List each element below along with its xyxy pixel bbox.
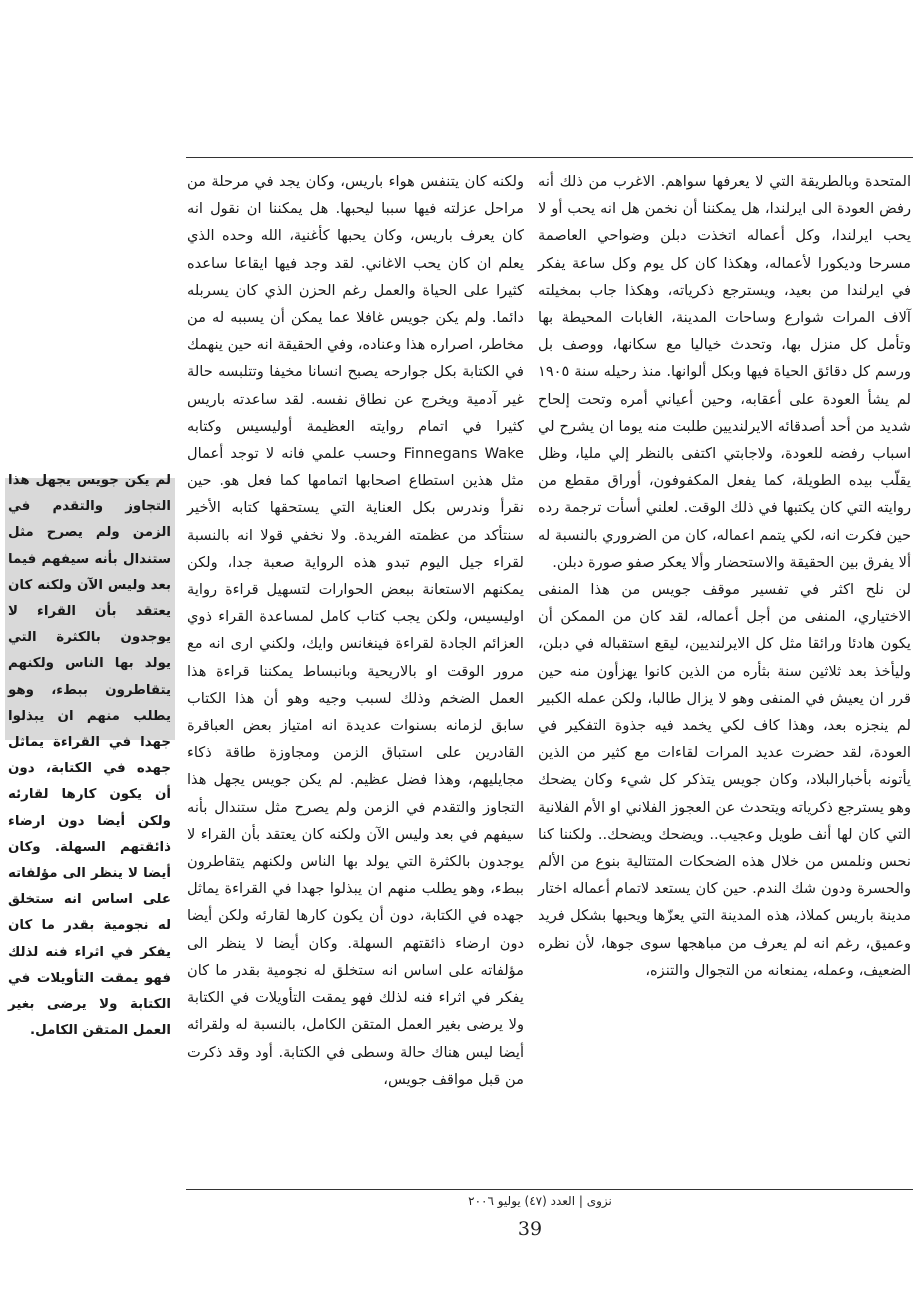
article-column-right — [538, 168, 911, 1186]
article-paragraph: المتحدة وبالطريقة التي لا يعرفها سواهم. الاغرب من ذلك أنه رفض العودة الى ايرلندا، هل يمكننا أن نخمن هل انه يحب أو لا يحب ايرلندا، وكل أعماله اتخذت دبلن وضواحي العاصمة مسرحا وديكورا لأعماله، وهكذا كان كل يوم وكل ساعة يفكر في ايرلندا من بعيد، ويسترجع ذكرياته، وهكذا جاب بمخيلته آلاف المرات شوارع وساحات المدينة، الغابات المحيطة بها وتأمل كل منزل بها، وتحدث خياليا مع سكانها، ووصف بل ورسم كل دقائق الحياة فيها وبكل ألوانها. منذ رحيله سنة ١٩٠٥ لم يشأ العودة على أعقابه، وحين أعياني أمره وتحت إلحاح شديد من أحد أصدقائه الايرلنديين طلبت منه يوما ان يشرح لي اسباب رفضه للعودة، ولاجابتي اكتفى بالنظر إلي مليا، وظل يقلّب بيده الطويلة، كما يفعل المكفوفون، أوراق مقطع من روايته التي كان يكتبها في ذلك الوقت. لعلني أسأت ترجمة رده حين فكرت انه، لكي يتمم اعماله، كان من الضروري بالنسبة له ألا يفرق بين الحقيقة والاستحضار وألا يعكر صفو صورة دبلن. — [538, 173, 911, 571]
article-paragraph: لن نلح اكثر في تفسير موقف جويس من هذا المنفى الاختياري، المنفى من أجل أعماله، لقد كان من الممكن أن يكون هادئا ورائقا مثل كل الايرلنديين، ليقع استقباله في دبلن، وليأخذ بعد ثلاثين سنة بثأره من الذين كانوا يهزأون منه حين قرر ان يعيش في المنفى وهو لا يزال طالبا، ولكن عمله الكبير لم ينجزه بعد، وهذا كاف لكي يخمد فيه جذوة التفكير في العودة، لقد حضرت عديد المرات لقاءات مع كثير من الذين يأتونه بأخبارالبلاد، وكان جويس يتذكر كل شيء وكان يضحك وهو يسترجع ذكرياته ويتحدث عن العجوز الفلاني او الأم الفلانية التي كان لها أنف طويل وعجيب.. ويضحك ويضحك.. ولكننا كنا نحس ونلمس من خلال هذه الضحكات المتتالية بنوع من الألم والحسرة ودون شك الندم. حين كان يستعد لاتمام أعماله اختار مدينة باريس كملاذ، هذه المدينة التي يعزّها ويحبها بشكل فريد وعميق، رغم انه لم يعرف من مباهجها سوى جوها، لأن نظره الضعيف، وعمله، يمنعانه من التجوال والتنزه، — [538, 581, 911, 979]
page-number: 39 — [517, 1218, 543, 1240]
bottom-divider — [186, 1189, 913, 1190]
article-paragraph: ولكنه كان يتنفس هواء باريس، وكان يجد في مرحلة من مراحل عزلته فيها سببا ليحبها. هل يمكننا ان نقول انه كان يعرف باريس، وكان يحبها كأغنية، الله وحده الذي يعلم ان كان يحب الاغاني. لقد وجد فيها ايقاعا ساعده كثيرا على الحياة والعمل رغم الحزن الذي كان يسربله دائما. ولم يكن جويس غافلا عما يمكن أن يسببه له من مخاطر، اصراره هذا وعناده، وفي الحقيقة انه حين ينهمك في الكتابة بكل جوارحه يصبح انسانا مخيفا وتتلبسه حالة غير آدمية ويخرج عن نطاق نفسه. لقد ساعدته باريس كثيرا في اتمام روايته العظيمة أوليسيس وكتابه Finnegans Wake وحسب علمي فانه لا توجد أعمال مثل هذين استطاع اصحابها اتمامها كما فعل هو. حين نقرأ وندرس بكل العناية التي يستحقها كتابه الأخير سنتأكد من عظمته الفريدة. ولا نخفي قولا انه بالنسبة لقراء جيل اليوم تبدو هذه الرواية صعبة جدا، ولكن يمكنهم الاستعانة ببعض الحوارات لتسهيل قراءة رواية اوليسيس، ولكن يجب كتاب كامل لمساعدة القراء ذوي العزائم الجادة لقراءة فينغانس وايك، ولكني ارى انه مع مرور الوقت او بالاريحية وبانبساط يمكننا قراءة هذا العمل الضخم وذلك لسبب وجيه وهو أن هذا الكتاب سابق لزمانه بسنوات عديدة انه امتياز بعض العباقرة القادرين على استباق الزمن ومجاوزة طاقة ذكاء مجايليهم، وهذا فضل عظيم. لم يكن جويس يجهل هذا التجاوز والتقدم في الزمن ولم يصرح مثل ستندال بأنه سيفهم في بعد وليس الآن ولكنه كان يعتقد بأن القراء لا يوجدون بالكثرة التي يولد بها الناس ولكنهم يتقاطرون ببطء، وهو يطلب منهم ان يبذلوا جهدا في القراءة يماثل جهده في الكتابة، دون أن يكون كارها لقارئه ولكن أيضا دون ارضاء ذائقتهم السهلة. وكان أيضا لا ينظر الى مؤلفاته على اساس انه ستخلق له نجومية بقدر ما كان يفكر في اثراء فنه لذلك فهو يمقت التأويلات في الكتابة ولا يرضى بغير العمل المتقن الكامل، بالنسبة له ولقرائه أيضا ليس هناك حالة وسطى في الكتابة. أود وقد ذكرت من قبل مواقف جويس، — [187, 173, 524, 1088]
pull-quote-text: لم يكن جويس يجهل هذا التجاوز والتقدم في الزمن ولم يصرح مثل ستندال بأنه سيفهم فيما بعد وليس الآن ولكنه كان يعتقد بأن القراء لا يوجدون بالكثرة التي يولد بها الناس ولكنهم يتقاطرون ببطء، وهو يطلب منهم ان يبذلوا جهدا في القراءة يماثل جهده في الكتابة، دون أن يكون كارها لقارئه ولكن أيضا دون ارضاء ذائقتهم السهلة. وكان أيضا لا ينظر الى مؤلفاته على اساس انه ستخلق له نجومية بقدر ما كان يفكر في اثراء فنه لذلك فهو يمقت التأويلات في الكتابة ولا يرضى بغير العمل المتقن الكامل. — [8, 473, 171, 1039]
top-divider — [186, 157, 913, 158]
issue-footer: نزوى | العدد (٤٧) يوليو ٢٠٠٦ — [468, 1194, 612, 1208]
article-column-middle — [187, 168, 524, 1186]
